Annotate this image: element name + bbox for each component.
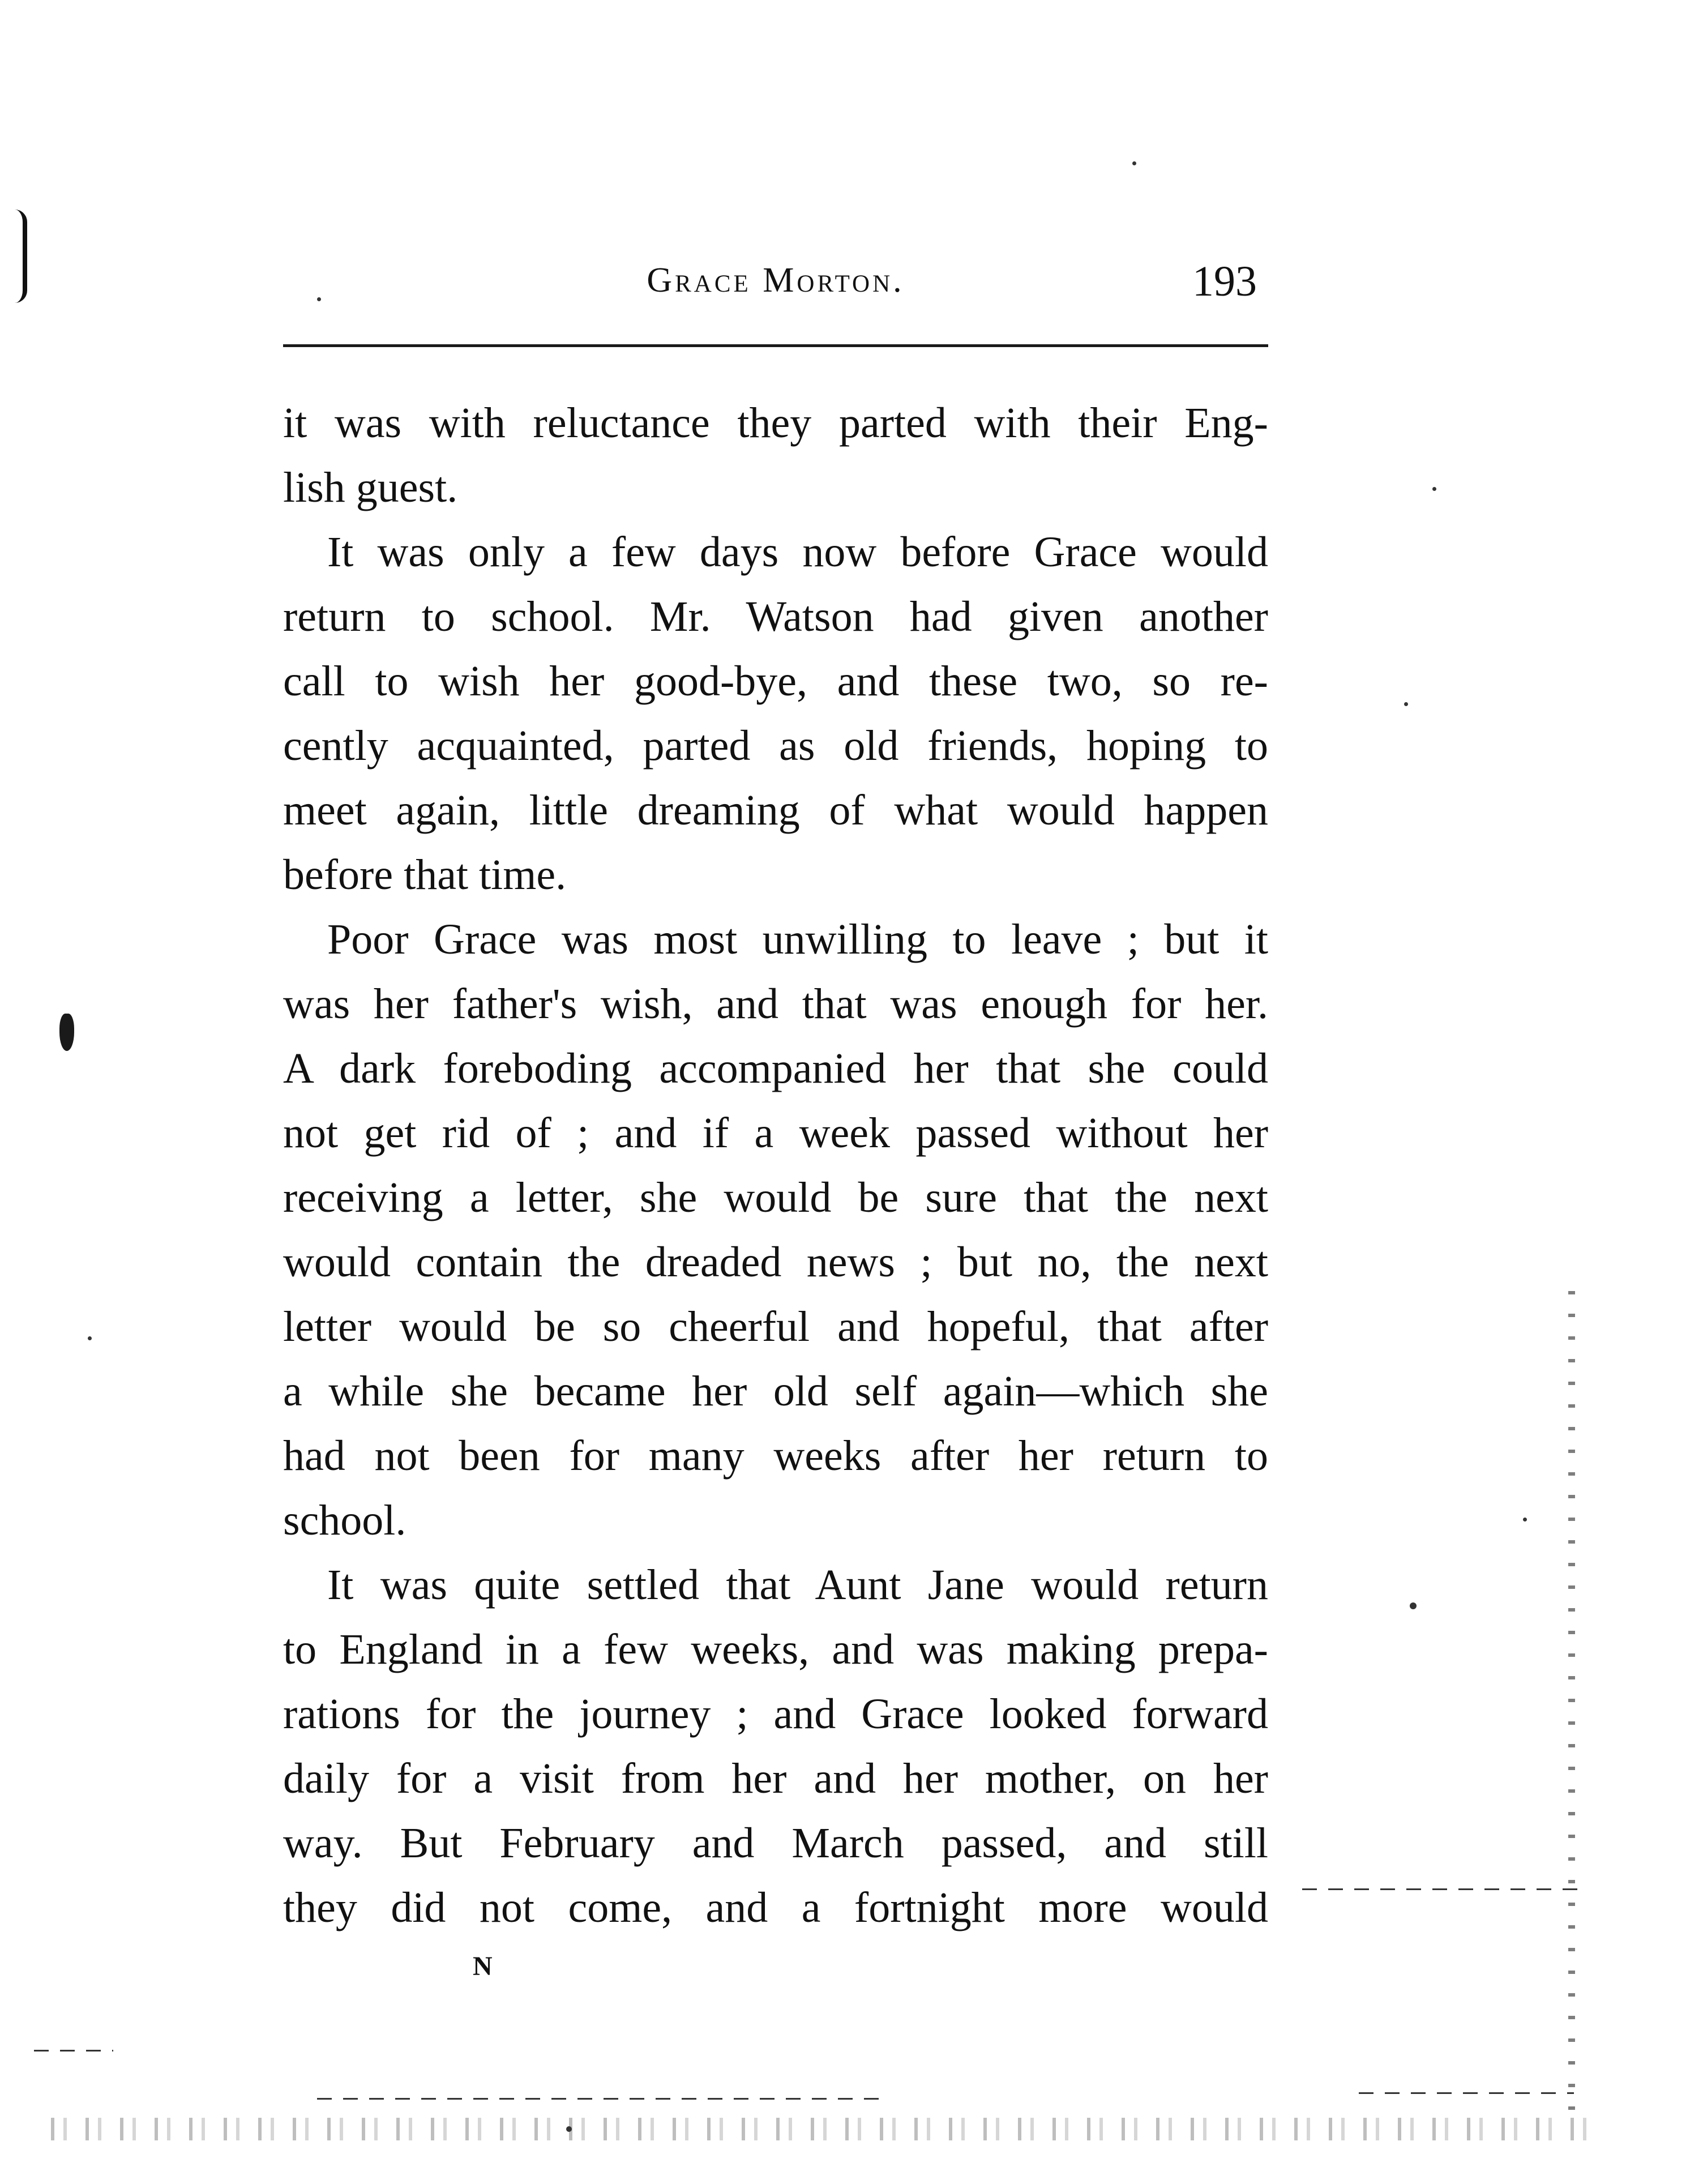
text-line: Poor Grace was most unwilling to leave ; but it xyxy=(327,916,1268,963)
text-line: call to wish her good-bye, and these two, so re- xyxy=(283,657,1268,705)
scan-speck xyxy=(1132,161,1136,165)
text-line: would contain the dreaded news ; but no, the next xyxy=(283,1238,1268,1286)
text-line: before that time. xyxy=(283,851,567,899)
text-line: receiving a letter, she would be sure that the next xyxy=(283,1174,1268,1221)
text-line: meet again, little dreaming of what would happen xyxy=(283,787,1268,834)
text-line: return to school. Mr. Watson had given another xyxy=(283,593,1268,640)
scan-speck xyxy=(1410,1602,1417,1609)
text-line: way. But February and March passed, and still xyxy=(283,1819,1268,1867)
scan-dash-line xyxy=(1359,2092,1574,2094)
page-number: 193 xyxy=(1192,258,1257,305)
scan-speck xyxy=(1404,702,1408,706)
text-line: letter would be so cheerful and hopeful, that after xyxy=(283,1303,1268,1350)
scan-speck xyxy=(317,297,321,301)
text-line: lish guest. xyxy=(283,464,458,511)
scan-speck xyxy=(1523,1518,1527,1521)
ink-smudge xyxy=(59,1014,74,1051)
text-line: they did not come, and a fortnight more would xyxy=(283,1884,1268,1931)
scan-dash-line xyxy=(34,2050,113,2051)
scan-dash-line xyxy=(1302,1888,1585,1890)
page-edge-bracket xyxy=(15,210,27,303)
running-title: Grace Morton. xyxy=(647,261,905,300)
scan-noise-band xyxy=(51,2118,1591,2140)
text-line: to England in a few weeks, and was making prepa- xyxy=(283,1626,1268,1673)
text-line: was her father's wish, and that was enough for her. xyxy=(283,980,1268,1028)
scan-speck xyxy=(1432,487,1436,491)
text-line: It was quite settled that Aunt Jane would return xyxy=(327,1561,1268,1609)
text-line: daily for a visit from her and her mother, on her xyxy=(283,1755,1268,1802)
running-head xyxy=(283,249,1268,317)
text-line: cently acquainted, parted as old friends, hoping to xyxy=(283,722,1268,770)
page-edge-marks xyxy=(1568,1291,1575,2129)
signature-mark: N xyxy=(473,1951,493,1981)
scan-speck xyxy=(566,2126,572,2132)
text-line: not get rid of ; and if a week passed without her xyxy=(283,1109,1268,1157)
scan-dash-line xyxy=(317,2098,883,2100)
header-rule xyxy=(283,344,1268,347)
text-line: a while she became her old self again—which she xyxy=(283,1367,1268,1415)
text-line: It was only a few days now before Grace would xyxy=(327,528,1268,576)
text-line: rations for the journey ; and Grace looked forward xyxy=(283,1690,1268,1738)
scan-speck xyxy=(88,1336,92,1340)
body-text xyxy=(283,391,1268,1940)
text-line: it was with reluctance they parted with their Eng- xyxy=(283,399,1268,447)
text-line: school. xyxy=(283,1497,407,1544)
text-line: had not been for many weeks after her return to xyxy=(283,1432,1268,1480)
text-line: A dark foreboding accompanied her that she could xyxy=(283,1045,1268,1092)
